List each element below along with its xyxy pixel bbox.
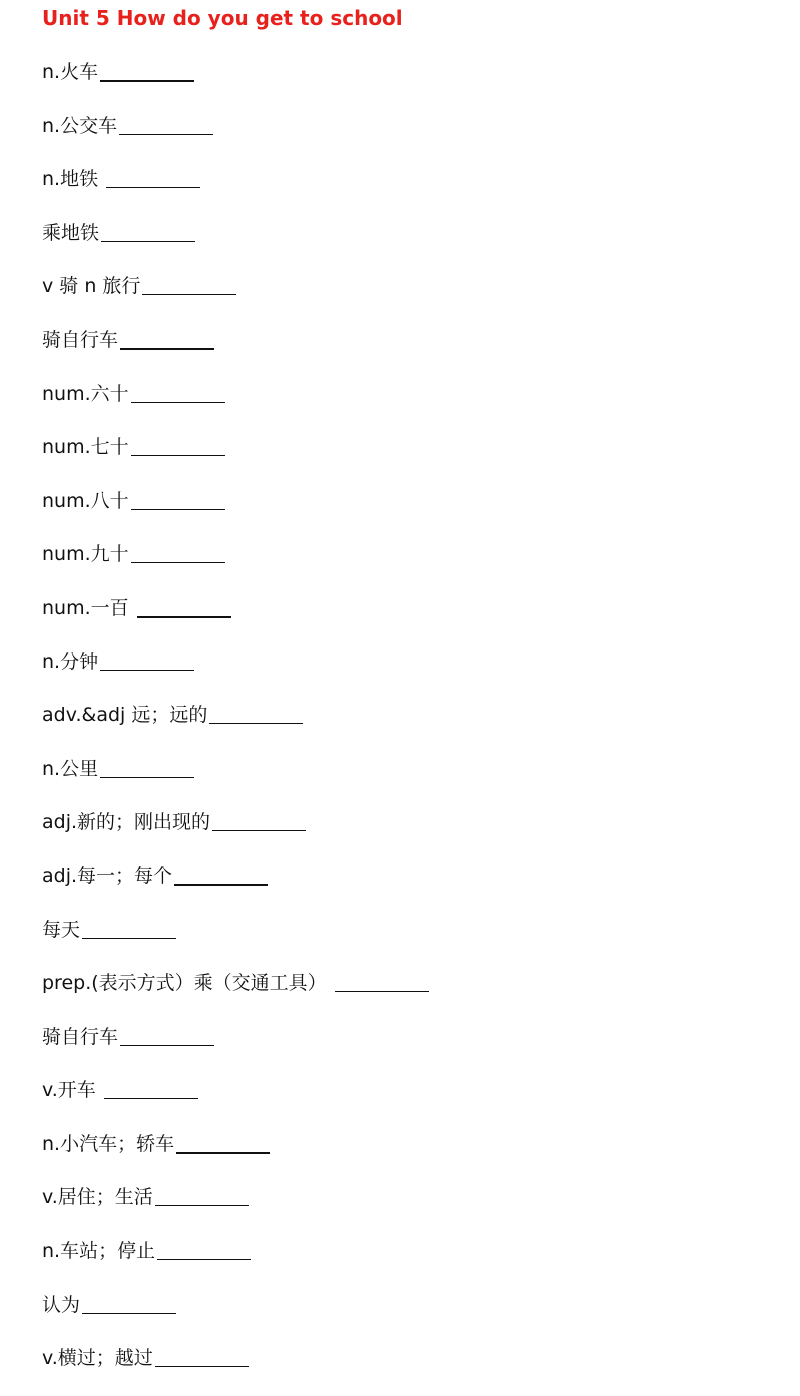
vocab-prompt: v.横过；越过 [42,1347,153,1370]
answer-blank[interactable] [209,699,303,724]
unit-title: Unit 5 How do you get to school [42,6,403,30]
answer-blank[interactable] [120,1021,214,1046]
answer-blank[interactable] [176,1128,270,1154]
answer-blank[interactable] [104,1074,198,1099]
vocab-prompt: num.七十 [42,436,129,459]
vocab-item [42,324,429,378]
vocab-item [42,1181,429,1235]
answer-blank[interactable] [131,431,225,456]
vocab-prompt: 每天 [42,918,81,941]
answer-blank[interactable] [174,860,268,886]
vocab-item [42,538,429,592]
vocab-list [42,56,429,1396]
vocab-item [42,699,429,753]
vocab-item [42,270,429,324]
vocab-prompt: n.地铁 [42,168,99,191]
vocab-prompt: num.一百 [42,596,129,619]
vocab-item [42,110,429,164]
vocab-item [42,1289,429,1343]
answer-blank[interactable] [131,378,225,403]
vocab-item [42,806,429,860]
vocab-item [42,431,429,485]
vocab-prompt: adj.每一；每个 [42,864,173,887]
vocab-item [42,646,429,700]
answer-blank[interactable] [142,270,236,295]
vocab-prompt: adj.新的；刚出现的 [42,811,211,834]
vocab-prompt: num.九十 [42,543,129,566]
vocab-item [42,1342,429,1396]
answer-blank[interactable] [157,1235,251,1260]
vocab-item [42,1074,429,1128]
vocab-item [42,914,429,968]
vocab-item [42,592,429,646]
answer-blank[interactable] [82,1289,176,1314]
answer-blank[interactable] [212,806,306,831]
vocab-prompt: num.六十 [42,382,129,405]
answer-blank[interactable] [335,967,429,992]
vocab-item [42,378,429,432]
answer-blank[interactable] [119,110,213,135]
answer-blank[interactable] [131,485,225,510]
answer-blank[interactable] [82,914,176,939]
answer-blank[interactable] [100,56,194,82]
answer-blank[interactable] [131,538,225,563]
vocab-prompt: n.车站；停止 [42,1240,156,1263]
vocab-prompt: v.开车 [42,1079,96,1102]
answer-blank[interactable] [137,592,231,618]
vocab-prompt: 乘地铁 [42,221,100,244]
vocab-prompt: adv.&adj 远；远的 [42,704,208,727]
vocab-prompt: num.八十 [42,489,129,512]
vocab-prompt: 骑自行车 [42,1025,119,1048]
vocab-item [42,163,429,217]
vocab-item [42,1021,429,1075]
answer-blank[interactable] [101,217,195,242]
vocab-item [42,753,429,807]
vocab-prompt: v 骑 n 旅行 [42,275,141,298]
answer-blank[interactable] [120,324,214,350]
vocab-prompt: n.小汽车；轿车 [42,1132,175,1155]
vocab-item [42,217,429,271]
answer-blank[interactable] [155,1342,249,1367]
answer-blank[interactable] [106,163,200,188]
answer-blank[interactable] [100,646,194,671]
vocab-item [42,56,429,110]
vocab-item [42,1128,429,1182]
answer-blank[interactable] [155,1181,249,1206]
vocab-item [42,967,429,1021]
vocab-prompt: n.公里 [42,757,99,780]
answer-blank[interactable] [100,753,194,778]
vocab-item [42,860,429,914]
vocab-item [42,1235,429,1289]
vocab-prompt: v.居住；生活 [42,1186,153,1209]
vocab-prompt: prep.(表示方式）乘（交通工具） [42,972,327,995]
vocab-prompt: n.分钟 [42,650,99,673]
vocab-prompt: 骑自行车 [42,328,119,351]
vocab-prompt: 认为 [42,1293,81,1316]
vocab-prompt: n.公交车 [42,114,118,137]
vocab-item [42,485,429,539]
vocab-prompt: n.火车 [42,61,99,83]
